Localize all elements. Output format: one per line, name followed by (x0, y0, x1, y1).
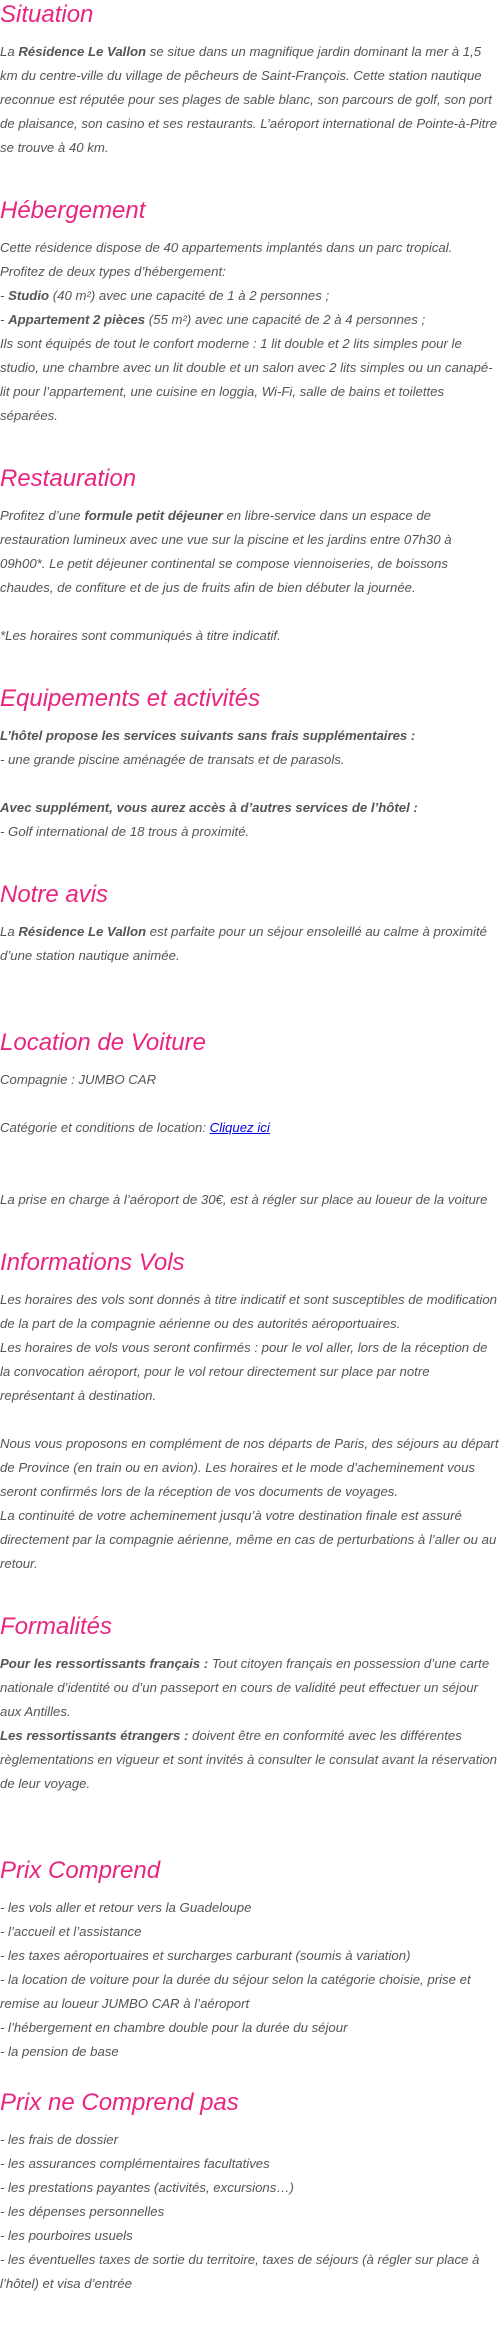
restauration-note: *Les horaires sont communiqués à titre indicatif. (0, 628, 281, 643)
room-type: Appartement 2 pièces (8, 312, 146, 327)
list-item: - les pourboires usuels (0, 2228, 133, 2243)
section-vols (0, 1248, 500, 1576)
text: (55 m²) avec une capacité de 2 à 4 personnes ; (145, 312, 426, 327)
section-title-hebergement: Hébergement (0, 197, 146, 224)
formalites-foreign (0, 1724, 500, 1796)
vols-paragraph: Les horaires des vols sont donnés à titre indicatif et sont susceptibles de modification de la part de la compagnie aérienne ou des autorités aéroportuaires. (0, 1292, 498, 1331)
section-formalites (0, 1612, 500, 1796)
section-avis (0, 880, 500, 968)
hebergement-line: Profitez de deux types d’hébergement: (0, 264, 226, 279)
section-equipements (0, 684, 500, 844)
hotel-name: Résidence Le Vallon (18, 924, 147, 939)
section-title-vols: Informations Vols (0, 1249, 185, 1276)
section-title-equipements: Equipements et activités (0, 685, 261, 712)
list-item: - les vols aller et retour vers la Guadeloupe (0, 1900, 252, 1915)
equipements-heading-free (0, 724, 500, 748)
list-item: - les prestations payantes (activités, excursions…) (0, 2180, 294, 2195)
equipements-item: - Golf international de 18 trous à proximité. (0, 824, 250, 839)
hebergement-line: Cette résidence dispose de 40 appartements implantés dans un parc tropical. (0, 240, 453, 255)
text: en libre-service dans un espace de restauration lumineux avec une vue sur la piscine et les jardins entre 07h30 à 09h00*. Le petit déjeuner continental se compose viennoiseries, de boissons chaudes, de confiture et de jus de fruits afin de bien débuter la journée. (0, 508, 452, 595)
text: La (0, 924, 19, 939)
hebergement-line: Ils sont équipés de tout le confort moderne : 1 lit double et 2 lits simples pour le studio, une chambre avec un lit double et un salon avec 2 lits simples ou un canapé-lit pour l’appartement, une cuisine en loggia, Wi-Fi, salle de bains et toilettes séparées. (0, 336, 493, 423)
section-prix (0, 1856, 500, 2064)
location-conditions (0, 1116, 500, 1140)
list-item: - les dépenses personnelles (0, 2204, 165, 2219)
location-pickup: La prise en charge à l’aéroport de 30€, est à régler sur place au loueur de la voiture (0, 1192, 488, 1207)
text: - (0, 288, 9, 303)
text: doivent être en conformité avec les différentes règlementations en vigueur et sont invités à consulter le consulat avant la réservation de leur voyage. (0, 1728, 498, 1791)
text: Catégorie et conditions de location: (0, 1120, 210, 1135)
room-type: Studio (8, 288, 50, 303)
text: Avec supplément, vous aurez accès à d’autres services de l’hôtel : (0, 800, 418, 815)
vols-paragraph: La continuité de votre acheminement jusqu’à votre destination finale est assuré directement par la compagnie aérienne, même en cas de perturbations à l’aller ou au retour. (0, 1508, 497, 1571)
location-company: Compagnie : JUMBO CAR (0, 1072, 157, 1087)
text: - (0, 312, 9, 327)
formalites-french (0, 1652, 500, 1724)
section-situation (0, 0, 500, 160)
avis-text (0, 920, 500, 968)
text: est parfaite pour un séjour ensoleillé au calme à proximité d’une station nautique animée. (0, 924, 487, 963)
text: se situe dans un magnifique jardin dominant la mer à 1,5 km du centre-ville du village de pêcheurs de Saint-François. Cette station nautique reconnue est réputée pour ses plages de sable blanc, son parcours de golf, son port de plaisance, son casino et ses restaurants. L’aéroport international de Pointe-à-Pitre se trouve à 40 km. (0, 44, 498, 155)
section-title-restauration: Restauration (0, 465, 137, 492)
section-title-location: Location de Voiture (0, 1029, 206, 1056)
hebergement-apartment (0, 308, 500, 332)
hotel-name: Résidence Le Vallon (18, 44, 147, 59)
list-item: - les taxes aéroportuaires et surcharges carburant (soumis à variation) (0, 1948, 411, 1963)
list-item: - les éventuelles taxes de sortie du territoire, taxes de séjours (à régler sur place à l’hôtel) et visa d’entrée (0, 2252, 480, 2291)
text: Tout citoyen français en possession d’une carte nationale d’identité ou d’un passeport en cours de validité peut effectuer un séjour aux Antilles. (0, 1656, 490, 1719)
list-item: - les assurances complémentaires facultatives (0, 2156, 270, 2171)
equipements-item: - une grande piscine aménagée de transats et de parasols. (0, 752, 345, 767)
text: L’hôtel propose les services suivants sans frais supplémentaires : (0, 728, 416, 743)
formula-name: formule petit déjeuner (84, 508, 223, 523)
section-title-formalites: Formalités (0, 1613, 113, 1640)
list-item: - la location de voiture pour la durée du séjour selon la catégorie choisie, prise et remise au loueur JUMBO CAR à l’aéroport (0, 1972, 471, 2011)
section-title-situation: Situation (0, 1, 94, 28)
vols-paragraph: Les horaires de vols vous seront confirmés : pour le vol aller, lors de la réception de la convocation aéroport, pour le vol retour directement sur place par notre représentant à destination. (0, 1340, 488, 1403)
section-hebergement (0, 196, 500, 428)
vols-paragraph: Nous vous proposons en complément de nos départs de Paris, des séjours au départ de Province (en train ou en avion). Les horaires et le mode d’acheminement vous seront confirmés lors de la réception de vos documents de voyages. (0, 1436, 499, 1499)
conditions-link[interactable]: Cliquez ici (209, 1120, 270, 1135)
section-title-prix: Prix Comprend (0, 1857, 161, 1884)
text: Pour les ressortissants français : (0, 1656, 209, 1671)
text: (40 m²) avec une capacité de 1 à 2 personnes ; (49, 288, 330, 303)
section-title-avis: Notre avis (0, 881, 109, 908)
situation-text (0, 40, 500, 160)
text: Profitez d’une (0, 508, 85, 523)
section-restauration (0, 464, 500, 648)
equipements-heading-paid (0, 796, 500, 820)
list-item: - l’hébergement en chambre double pour la durée du séjour (0, 2020, 348, 2035)
text: Les ressortissants étrangers : (0, 1728, 189, 1743)
section-prix-pas (0, 2088, 500, 2296)
restauration-text (0, 504, 500, 600)
hebergement-studio (0, 284, 500, 308)
list-item: - les frais de dossier (0, 2132, 118, 2147)
section-title-prix-pas: Prix ne Comprend pas (0, 2089, 239, 2116)
list-item: - la pension de base (0, 2044, 119, 2059)
text: La (0, 44, 19, 59)
section-location (0, 1028, 500, 1212)
list-item: - l’accueil et l’assistance (0, 1924, 142, 1939)
